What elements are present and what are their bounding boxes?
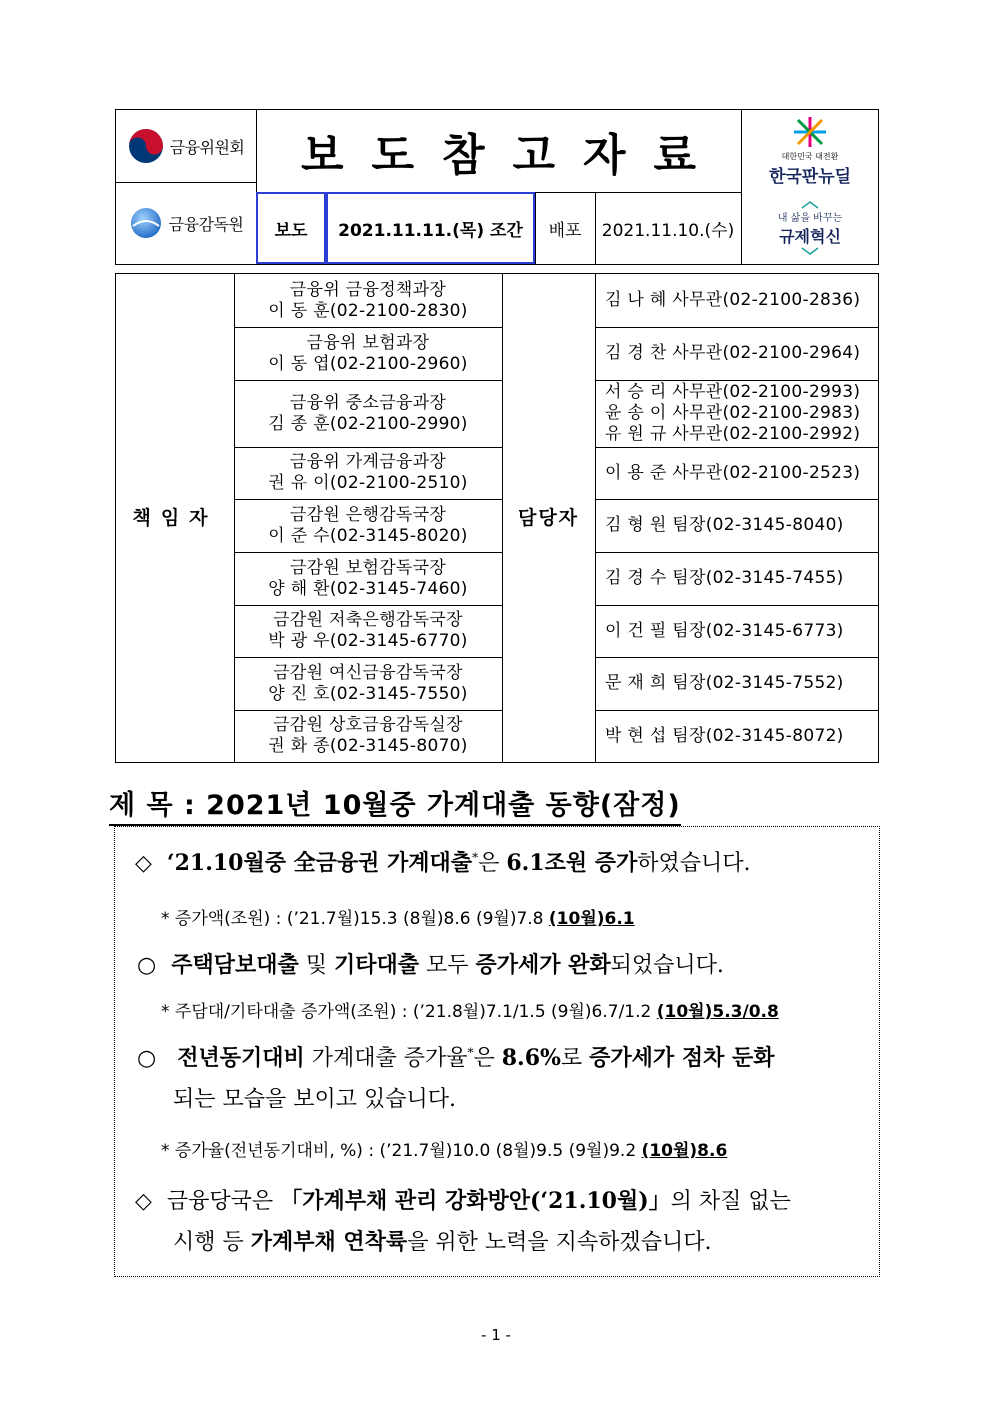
responsible-cell: [234, 380, 502, 447]
fsc-name: 금융위원회: [169, 137, 245, 157]
reform-tagline: 내 삶을 바꾸는: [777, 213, 843, 224]
distribute-label: 배포: [548, 220, 582, 241]
responsible-cell: [234, 552, 502, 605]
summary-note-2: [161, 997, 779, 1022]
summary-point-2: [137, 948, 724, 979]
distribute-date: 2021.11.10.(수): [601, 220, 735, 241]
summary-text: 및: [298, 953, 334, 978]
newdeal-logo: [741, 110, 879, 192]
report-date: 2021.11.11.(목) 조간: [338, 220, 523, 241]
staff-cell: [595, 447, 878, 499]
report-label: 보도: [274, 220, 308, 241]
staff-cell: [595, 657, 878, 710]
staff-name-phone: 김 형 원 팀장(02-3145-8040): [605, 515, 844, 535]
summary-text: 가계대출 증가율: [304, 1046, 468, 1071]
summary-text: 은: [473, 1046, 502, 1071]
taegeuk-icon: [128, 128, 164, 164]
responsible-title: 금감원 은행감독국장: [289, 504, 447, 525]
summary-text: 로: [560, 1046, 590, 1071]
summary-text: 주택담보대출: [171, 952, 299, 978]
circle-bullet-icon: ○: [137, 1046, 157, 1071]
summary-text: 6.1조원 증가: [506, 850, 638, 876]
responsible-title: 금감원 보험감독국장: [289, 557, 447, 578]
summary-point-1: [135, 846, 751, 877]
responsible-label: 책임자: [132, 506, 218, 529]
responsible-cell: [234, 499, 502, 552]
summary-text: 가계부채 연착륙: [250, 1229, 408, 1255]
summary-text: 되는 모습을 보이고 있습니다.: [173, 1087, 456, 1112]
responsible-cell: [234, 710, 502, 762]
summary-note-3: [161, 1136, 727, 1161]
report-label-cell: [256, 192, 326, 264]
staff-cell: [595, 327, 878, 380]
responsible-cell: [234, 274, 502, 327]
footnote-mark: *: [472, 850, 479, 865]
summary-text: 의 차질 없는: [670, 1189, 791, 1214]
summary-point-4-cont: [173, 1225, 711, 1256]
staff-cell: [595, 605, 878, 657]
page-number: - 1 -: [481, 1326, 511, 1344]
summary-text: 금융당국은: [166, 1189, 281, 1214]
staff-name-phone: 김 경 수 팀장(02-3145-7455): [605, 568, 844, 588]
responsible-title: 금융위 중소금융과장: [289, 392, 447, 413]
responsible-name-phone: 김 종 훈(02-2100-2990): [268, 413, 468, 434]
report-date-cell: [326, 192, 535, 264]
staff-label-cell: [502, 274, 595, 762]
chevron-up-icon: [800, 201, 820, 209]
header-table: [115, 109, 879, 265]
responsible-name-phone: 권 화 종(02-3145-8070): [268, 736, 468, 756]
summary-text: 시행 등: [173, 1230, 251, 1255]
staff-label: 담당자: [517, 506, 580, 529]
staff-name-phone: 박 현 섭 팀장(02-3145-8072): [605, 725, 844, 746]
summary-text: ‘21.10월중 全금융권 가계대출: [166, 850, 473, 876]
reform-name: 규제혁신: [779, 227, 841, 246]
diamond-bullet-icon: ◇: [135, 851, 152, 876]
responsible-cell: [234, 327, 502, 380]
summary-note-1: [161, 904, 635, 929]
summary-point-3: [137, 1041, 775, 1072]
staff-name-phone: 이 건 필 팀장(02-3145-6773): [605, 620, 844, 641]
staff-name-phone: 김 나 혜 사무관(02-2100-2836): [605, 290, 861, 310]
summary-point-3-cont: [173, 1082, 456, 1113]
responsible-name-phone: 양 진 호(02-3145-7550): [268, 683, 468, 704]
staff-cell: [595, 710, 878, 762]
summary-text: 되었습니다.: [610, 953, 724, 978]
summary-text: 8.6%: [501, 1045, 561, 1071]
summary-text: 증가세가 완화: [475, 952, 611, 978]
responsible-title: 금융위 보험과장: [306, 332, 430, 353]
title-cell: [256, 110, 741, 192]
note-text: * 주담대/기타대출 증가액(조원) : (’21.8월)7.1/1.5 (9월)6.7/1.2: [161, 1002, 657, 1022]
staff-name-phone: 서 승 리 사무관(02-2100-2993): [605, 382, 861, 402]
staff-name-phone: 문 재 희 팀장(02-3145-7552): [605, 673, 844, 693]
responsible-name-phone: 이 동 엽(02-2100-2960): [268, 353, 468, 374]
staff-name-phone: 김 경 찬 사무관(02-2100-2964): [605, 343, 861, 363]
diamond-bullet-icon: ◇: [135, 1189, 152, 1214]
responsible-title: 금융위 가계금융과장: [289, 452, 447, 472]
staff-cell: [595, 274, 878, 327]
subject-heading: 제 목 : 2021년 10월중 가계대출 동향(잠정): [109, 783, 681, 826]
responsible-name-phone: 이 준 수(02-3145-8020): [268, 525, 468, 546]
responsible-title: 금감원 저축은행감독국장: [273, 610, 463, 630]
note-highlight: (10월)5.3/0.8: [656, 1002, 779, 1022]
summary-text: 기타대출: [333, 952, 419, 978]
staff-cell: [595, 499, 878, 552]
staff-name-phone: 이 용 준 사무관(02-2100-2523): [605, 462, 861, 483]
distribute-label-cell: [535, 192, 595, 264]
responsible-name-phone: 이 동 훈(02-2100-2830): [268, 300, 468, 321]
chevron-down-icon: [800, 247, 820, 255]
footnote-mark: *: [467, 1045, 474, 1060]
fss-logo: [116, 182, 256, 264]
responsible-cell: [234, 657, 502, 710]
contact-table: [115, 273, 879, 763]
fsc-logo: [116, 110, 256, 182]
responsible-label-cell: [116, 274, 234, 762]
summary-box: [114, 826, 880, 1277]
staff-cell: [595, 380, 878, 447]
responsible-name-phone: 박 광 우(02-3145-6770): [268, 631, 468, 651]
staff-name-phone: 윤 송 이 사무관(02-2100-2983): [605, 403, 861, 423]
newdeal-tagline: 대한민국 대전환: [781, 152, 839, 161]
newdeal-name: 한국판뉴딜: [768, 167, 852, 187]
summary-text: 전년동기대비: [177, 1045, 305, 1071]
summary-text: 은: [478, 851, 507, 876]
summary-text: 하였습니다.: [637, 851, 751, 876]
responsible-title: 금감원 여신금융감독국장: [273, 662, 463, 683]
responsible-name-phone: 양 해 환(02-3145-7460): [268, 578, 468, 599]
staff-cell: [595, 552, 878, 605]
note-text: * 증가율(전년동기대비, %) : (’21.7월)10.0 (8월)9.5 (9월)9.2: [161, 1141, 642, 1161]
newdeal-emblem-icon: [790, 115, 830, 149]
summary-text: 을 위한 노력을 지속하겠습니다.: [407, 1230, 712, 1255]
responsible-title: 금융위 금융정책과장: [289, 279, 447, 300]
distribute-date-cell: [595, 192, 741, 264]
staff-name-phone: 유 원 규 사무관(02-2100-2992): [605, 424, 861, 444]
note-highlight: (10월)6.1: [548, 909, 635, 929]
fss-emblem-icon: [129, 206, 163, 240]
reform-logo: [741, 192, 879, 264]
summary-point-4: [135, 1184, 791, 1215]
fss-name: 금융감독원: [168, 214, 244, 234]
responsible-name-phone: 권 유 이(02-2100-2510): [268, 473, 468, 493]
responsible-cell: [234, 447, 502, 499]
circle-bullet-icon: ○: [137, 953, 157, 978]
summary-text: 「가계부채 관리 강화방안(‘21.10월)」: [280, 1188, 671, 1214]
responsible-title: 금감원 상호금융감독실장: [273, 715, 463, 735]
summary-text: 증가세가 점차 둔화: [589, 1045, 775, 1071]
responsible-cell: [234, 605, 502, 657]
summary-text: 모두: [418, 953, 476, 978]
note-text: * 증가액(조원) : (’21.7월)15.3 (8월)8.6 (9월)7.8: [161, 909, 549, 929]
page-title: 보도참고자료: [300, 130, 725, 181]
note-highlight: (10월)8.6: [641, 1141, 728, 1161]
